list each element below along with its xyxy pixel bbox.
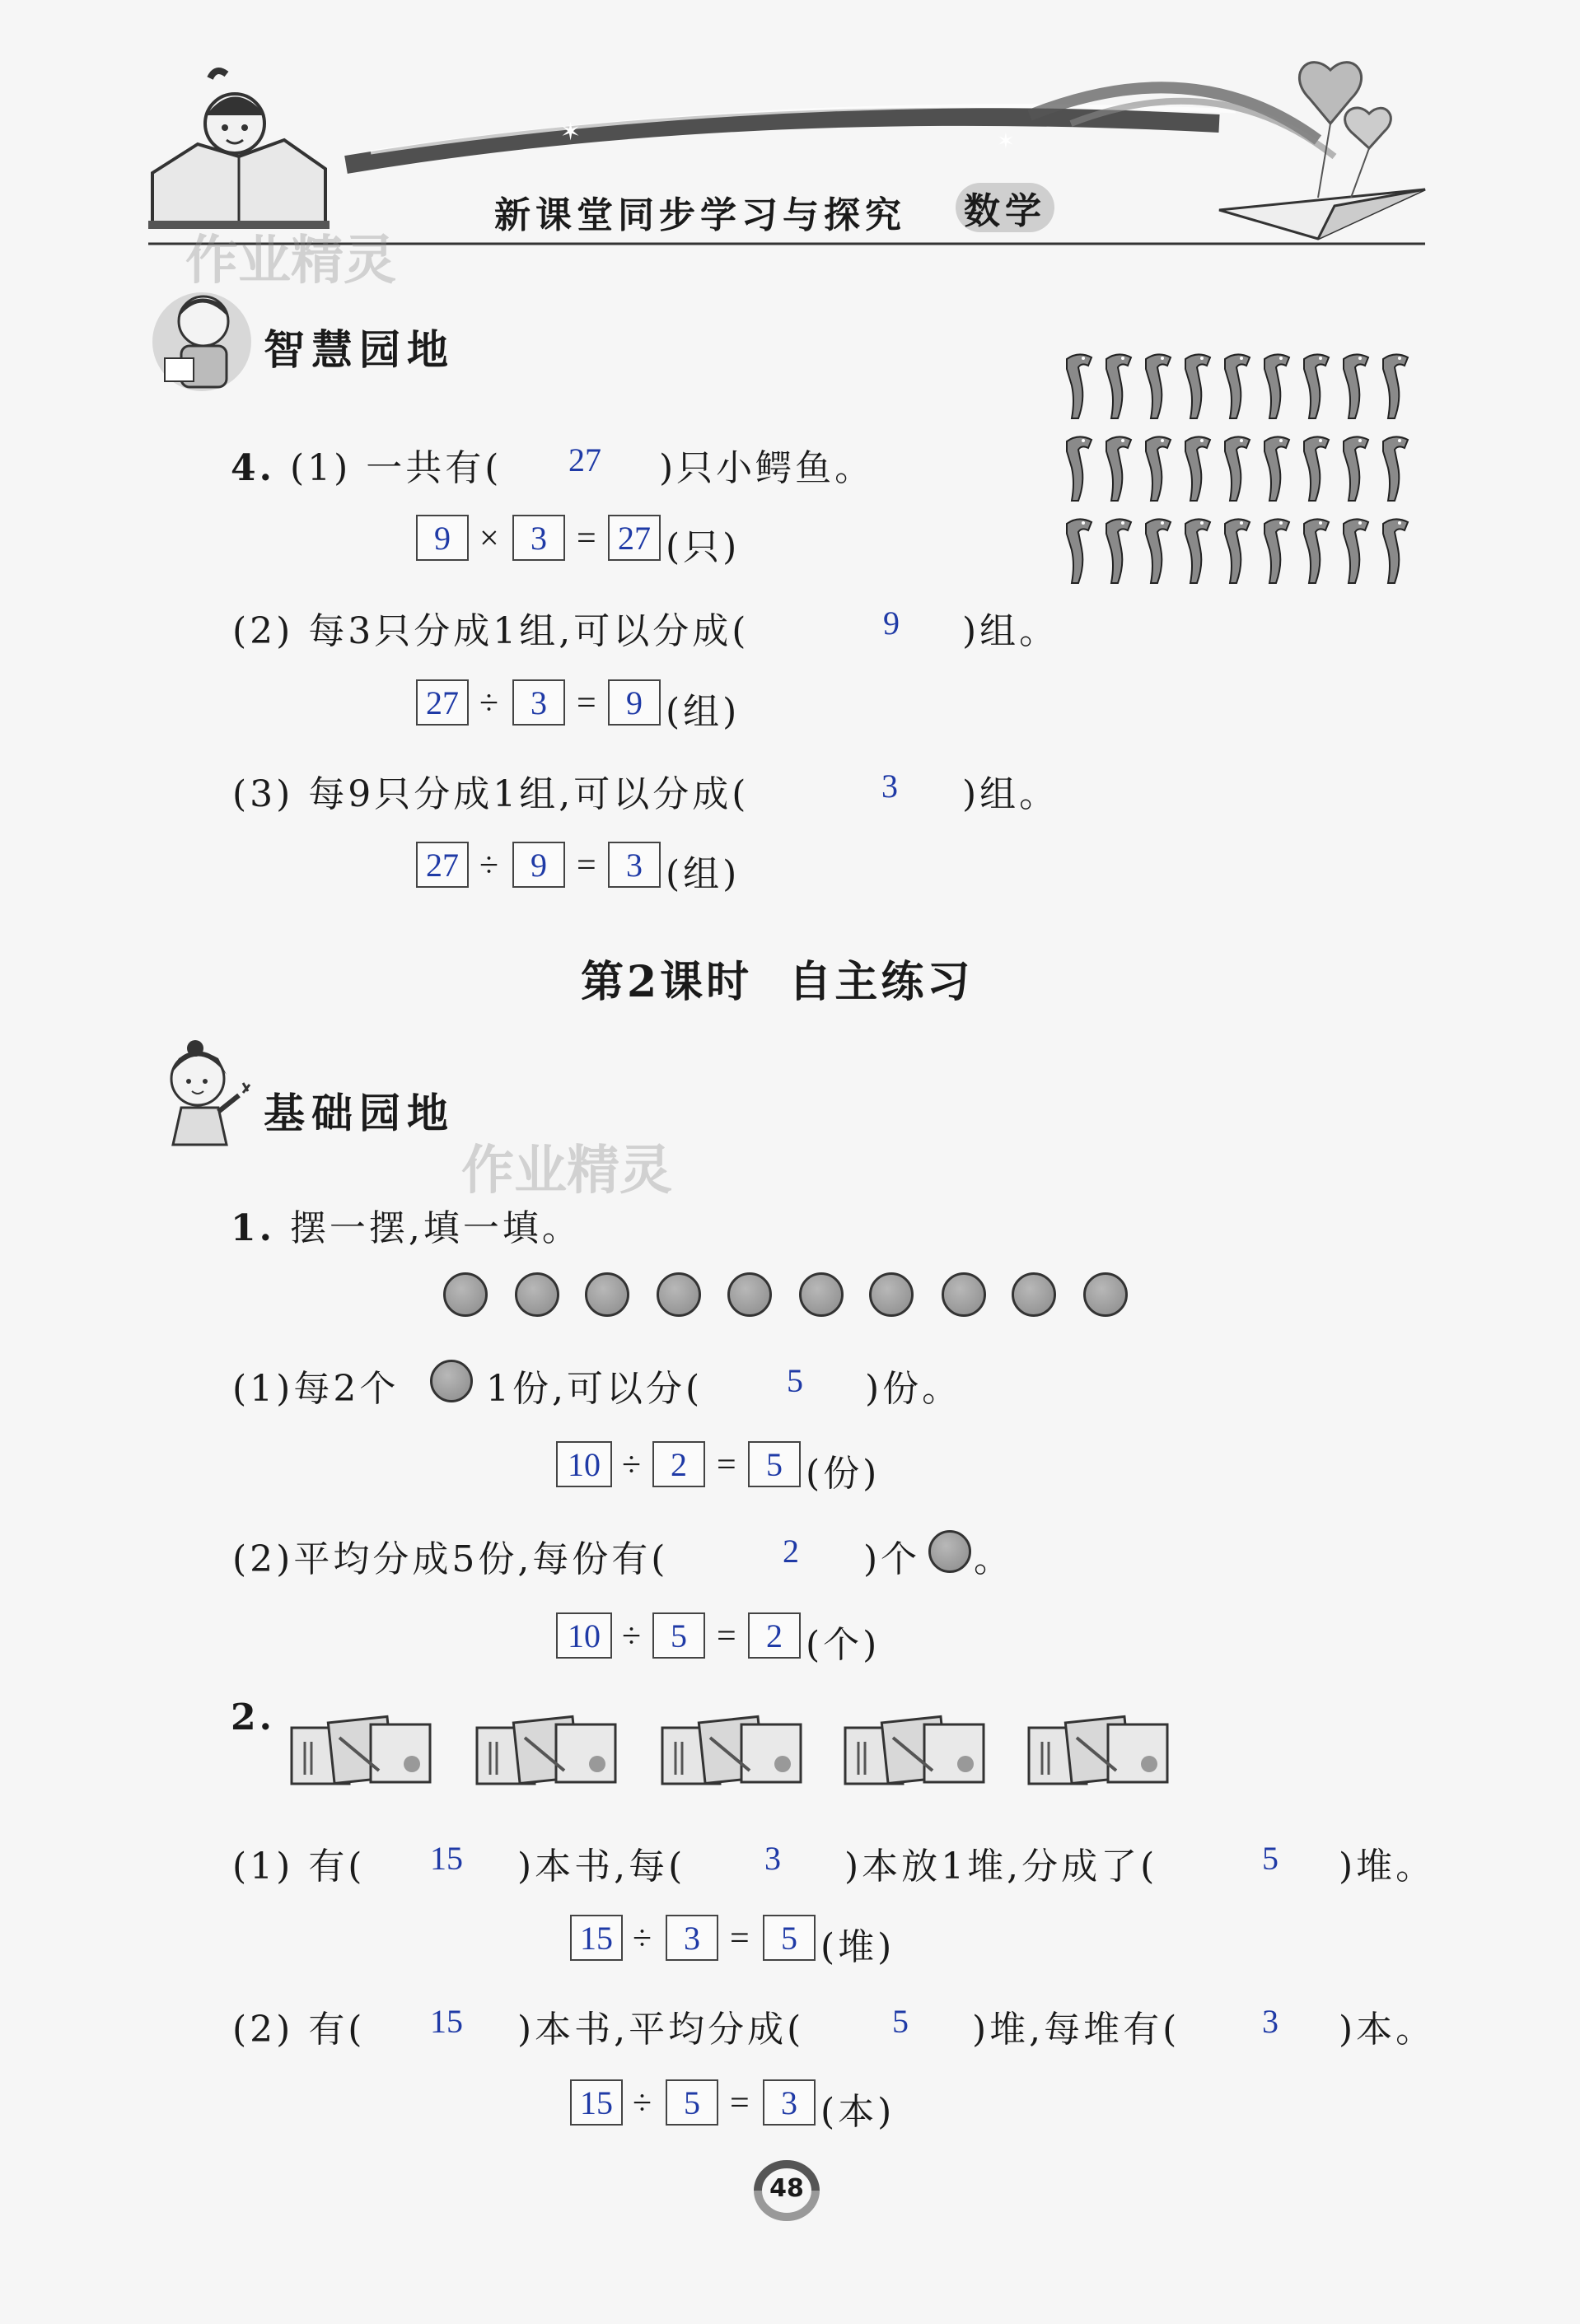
crocodile-icon xyxy=(1225,354,1250,418)
eq-unit: (份) xyxy=(806,1453,881,1495)
book-title: 新课堂同步学习与探究 xyxy=(494,194,906,236)
eq-box[interactable]: 3 xyxy=(763,2079,816,2126)
q1-number: 1. xyxy=(231,1207,275,1249)
eq-box[interactable]: 5 xyxy=(748,1441,801,1487)
eq-box[interactable]: 2 xyxy=(652,1441,705,1487)
crocodile-icon xyxy=(1264,354,1289,418)
eq-equals: = xyxy=(577,847,596,884)
crocodile-icon xyxy=(1067,354,1092,418)
q4-p1-answer[interactable]: 27 xyxy=(568,441,601,478)
crocodile-icon xyxy=(1106,519,1131,583)
q4-p3-answer[interactable]: 3 xyxy=(881,768,898,805)
q4-line1 xyxy=(231,438,502,491)
eq-unit: (只) xyxy=(666,526,741,568)
counter-circle-inline xyxy=(430,1360,473,1402)
counter-circle-inline xyxy=(928,1530,971,1573)
crocodile-icon xyxy=(1264,519,1289,583)
crocodile-icon xyxy=(1304,436,1329,501)
crocodile-icon xyxy=(1264,436,1289,501)
q2-p2-ans1[interactable]: 15 xyxy=(430,2003,463,2040)
q2-p2-a: (2) 有( xyxy=(232,2009,366,2051)
eq-operator: × xyxy=(479,520,499,558)
book-stack-icon xyxy=(474,1713,622,1787)
q1-p1-prefix: (1)每2个 xyxy=(232,1368,400,1410)
crocodile-icon xyxy=(1106,354,1131,418)
q2-p2-d: )本。 xyxy=(1339,2009,1436,2051)
lesson-title: 第2课时 自主练习 xyxy=(581,957,974,1007)
eq-box[interactable]: 3 xyxy=(512,515,565,561)
eq-unit: (个) xyxy=(806,1624,881,1666)
crocodile-icon xyxy=(1344,436,1368,501)
mascot-boy-icon xyxy=(152,280,251,395)
crocodile-icon xyxy=(1185,519,1210,583)
q2-p2-ans3[interactable]: 3 xyxy=(1262,2003,1278,2040)
counter-circle xyxy=(799,1272,844,1317)
counter-circle xyxy=(585,1272,629,1317)
crocodile-icon xyxy=(1185,436,1210,501)
svg-text:✶: ✶ xyxy=(560,118,582,147)
q1-p2-end: 。 xyxy=(974,1538,1013,1580)
crocodile-icon xyxy=(1225,519,1250,583)
page-number: 48 xyxy=(769,2174,804,2203)
crocodile-icon xyxy=(1344,519,1368,583)
eq-box[interactable]: 15 xyxy=(570,2079,623,2126)
svg-text:✶: ✶ xyxy=(997,129,1015,154)
q1-p2-prefix: (2)平均分成5份,每份有( xyxy=(232,1538,669,1580)
eq-box[interactable]: 3 xyxy=(666,1915,718,1961)
eq-equals: = xyxy=(717,1617,736,1655)
subject-label: 数学 xyxy=(964,190,1046,232)
q2-p2-b: )本书,平均分成( xyxy=(517,2009,805,2051)
q2-p1-c: )本放1堆,分成了( xyxy=(844,1846,1158,1888)
mascot-girl-icon xyxy=(152,1034,259,1149)
eq-box[interactable]: 15 xyxy=(570,1915,623,1961)
q4-p3-prefix: (3) 每9只分成1组,可以分成( xyxy=(232,773,750,815)
section-heading-basics: 基础园地 xyxy=(264,1090,455,1137)
eq-operator: ÷ xyxy=(479,847,499,884)
book-stack-icon xyxy=(842,1713,990,1787)
q4-p1-prefix: (1) 一共有( xyxy=(289,447,503,489)
q1-instruction-line xyxy=(231,1198,582,1251)
crocodile-grid xyxy=(1059,346,1429,593)
eq-box[interactable]: 9 xyxy=(416,515,469,561)
eq-box[interactable]: 10 xyxy=(556,1612,612,1659)
q4-p1-suffix: )只小鳄鱼。 xyxy=(659,447,875,489)
section-heading-wisdom: 智慧园地 xyxy=(264,326,455,374)
q4-p2-answer[interactable]: 9 xyxy=(883,604,900,642)
crocodile-icon xyxy=(1106,436,1131,501)
q1-p1-answer[interactable]: 5 xyxy=(787,1362,803,1399)
counter-circle xyxy=(727,1272,772,1317)
eq-equals: = xyxy=(730,2084,750,2122)
crocodile-icon xyxy=(1383,519,1408,583)
q1-instruction: 摆一摆,填一填。 xyxy=(289,1207,582,1249)
crocodile-icon xyxy=(1383,436,1408,501)
eq-unit: (组) xyxy=(666,691,741,733)
eq-operator: ÷ xyxy=(622,1446,642,1484)
q2-number: 2. xyxy=(231,1696,275,1738)
eq-box[interactable]: 5 xyxy=(763,1915,816,1961)
eq-box[interactable]: 27 xyxy=(608,515,661,561)
counter-circle xyxy=(1083,1272,1128,1317)
page-number-badge xyxy=(746,2158,828,2224)
header-banner xyxy=(0,0,1580,292)
eq-unit: (堆) xyxy=(820,1926,895,1968)
counter-circle xyxy=(657,1272,701,1317)
book-stack-icon xyxy=(659,1713,807,1787)
crocodile-icon xyxy=(1344,354,1368,418)
eq-box[interactable]: 3 xyxy=(512,679,565,726)
crocodile-icon xyxy=(1304,519,1329,583)
q2-p2-ans2[interactable]: 5 xyxy=(892,2003,909,2040)
q1-p1-mid: 1份,可以分( xyxy=(486,1368,704,1410)
q2-p1-a: (1) 有( xyxy=(232,1846,366,1888)
q2-p1-b: )本书,每( xyxy=(517,1846,686,1888)
counter-circle xyxy=(443,1272,488,1317)
counter-circle xyxy=(515,1272,559,1317)
crocodile-icon xyxy=(1146,354,1171,418)
q4-number: 4. xyxy=(231,447,275,489)
counter-circle xyxy=(1012,1272,1056,1317)
eq-equals: = xyxy=(577,520,596,558)
book-stack-icon xyxy=(1026,1713,1174,1787)
eq-unit: (本) xyxy=(820,2091,895,2133)
counter-circle xyxy=(942,1272,986,1317)
eq-box[interactable]: 5 xyxy=(652,1612,705,1659)
q1-p2-suffix: )个 xyxy=(863,1538,921,1580)
q2-p2-c: )堆,每堆有( xyxy=(972,2009,1180,2051)
q1-p1-suffix: )份。 xyxy=(865,1368,962,1410)
watermark: 作业精灵 xyxy=(185,231,396,292)
eq-operator: ÷ xyxy=(633,2084,652,2122)
eq-operator: ÷ xyxy=(633,1920,652,1958)
crocodile-icon xyxy=(1185,354,1210,418)
eq-box[interactable]: 3 xyxy=(608,842,661,888)
q4-p3-suffix: )组。 xyxy=(962,773,1059,815)
eq-operator: ÷ xyxy=(479,684,499,722)
eq-box[interactable]: 9 xyxy=(512,842,565,888)
reading-girl-icon xyxy=(148,71,330,229)
crocodile-icon xyxy=(1146,519,1171,583)
eq-equals: = xyxy=(730,1920,750,1958)
eq-box[interactable]: 5 xyxy=(666,2079,718,2126)
eq-box[interactable]: 2 xyxy=(748,1612,801,1659)
crocodile-icon xyxy=(1067,519,1092,583)
q2-p1-d: )堆。 xyxy=(1339,1846,1436,1888)
q4-p2-prefix: (2) 每3只分成1组,可以分成( xyxy=(232,610,750,652)
eq-equals: = xyxy=(577,684,596,722)
q2-p1-ans1[interactable]: 15 xyxy=(430,1840,463,1877)
q4-p2-suffix: )组。 xyxy=(962,610,1059,652)
book-stack-icon xyxy=(288,1713,437,1787)
crocodile-icon xyxy=(1383,354,1408,418)
eq-equals: = xyxy=(717,1446,736,1484)
eq-box[interactable]: 9 xyxy=(608,679,661,726)
crocodile-icon xyxy=(1146,436,1171,501)
q2-p1-ans3[interactable]: 5 xyxy=(1262,1840,1278,1877)
eq-box[interactable]: 10 xyxy=(556,1441,612,1487)
eq-unit: (组) xyxy=(666,853,741,895)
watermark: 作业精灵 xyxy=(461,1141,672,1202)
crocodile-icon xyxy=(1067,436,1092,501)
q2-p1-ans2[interactable]: 3 xyxy=(764,1840,781,1877)
eq-box[interactable]: 27 xyxy=(416,679,469,726)
q1-p2-answer[interactable]: 2 xyxy=(783,1533,799,1570)
crocodile-icon xyxy=(1225,436,1250,501)
eq-box[interactable]: 27 xyxy=(416,842,469,888)
counter-circle xyxy=(869,1272,914,1317)
eq-operator: ÷ xyxy=(622,1617,642,1655)
subject-badge xyxy=(956,183,1054,232)
crocodile-icon xyxy=(1304,354,1329,418)
